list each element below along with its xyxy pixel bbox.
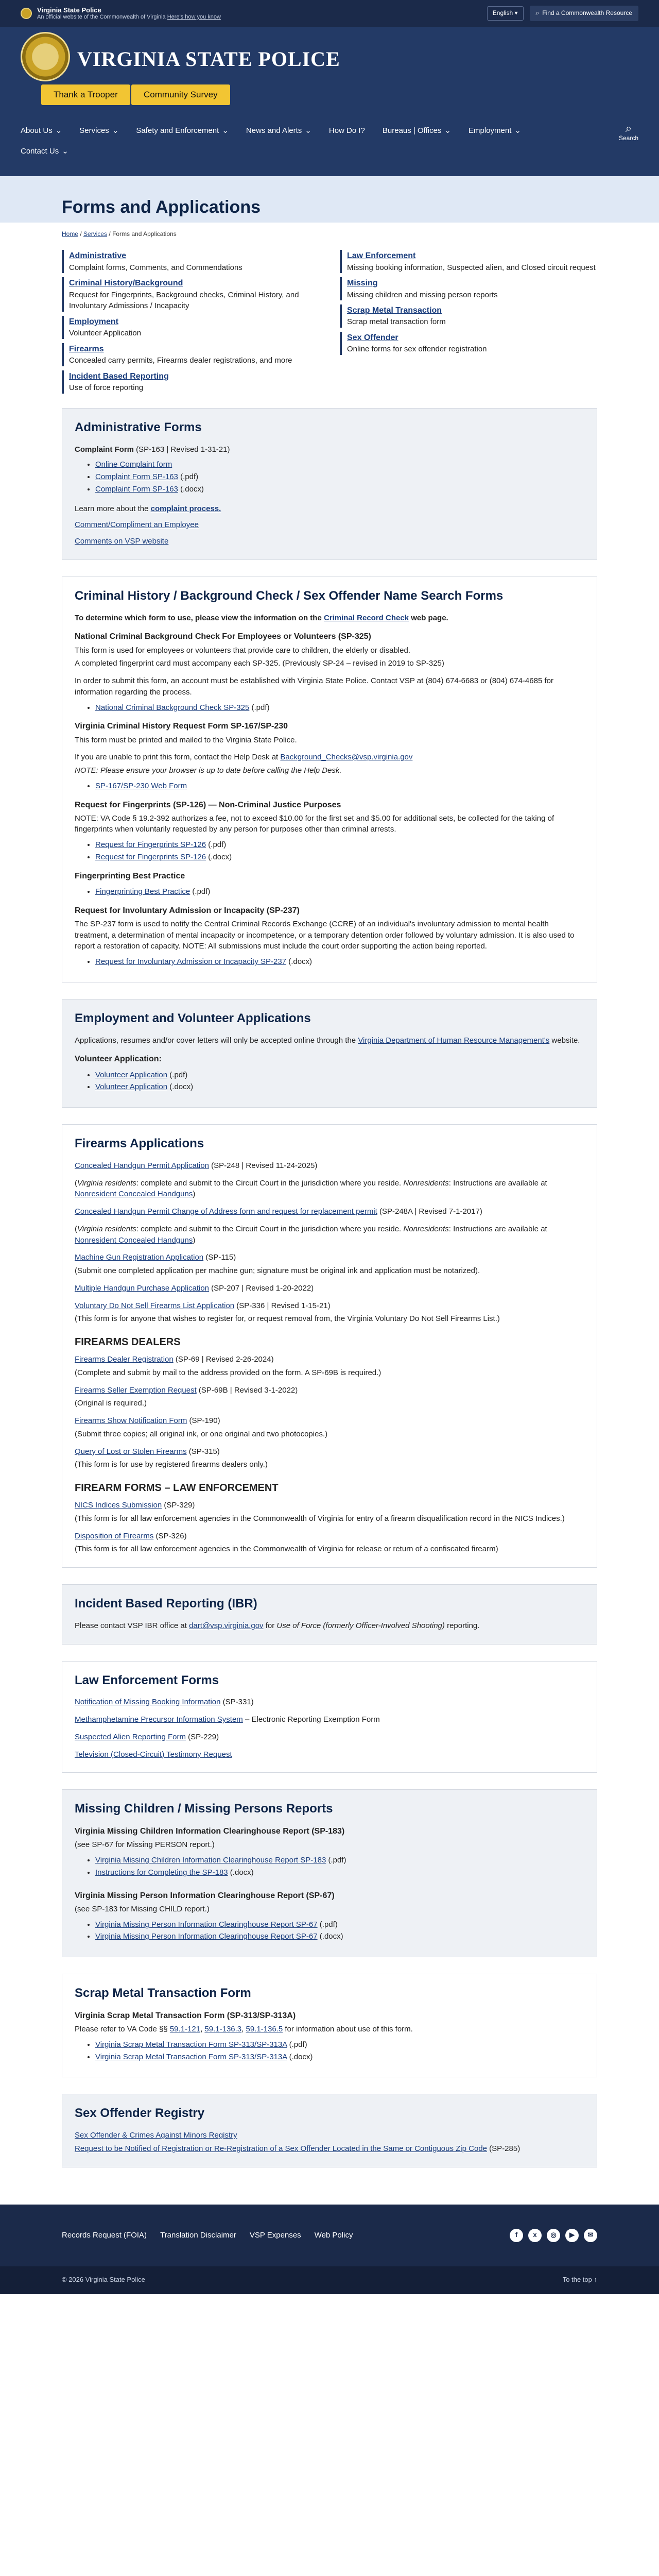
section-title: Sex Offender Registry — [75, 2106, 205, 2121]
criminal-history-section — [62, 577, 597, 982]
list-item: • Virginia Scrap Metal Transaction Form SP-313/SP-313A (.docx) — [95, 2052, 584, 2063]
section-title: Incident Based Reporting (IBR) — [75, 1597, 257, 1611]
best-practice-heading: Fingerprinting Best Practice — [75, 871, 185, 880]
jump-desc: Use of force reporting — [69, 383, 144, 393]
section-title: Employment and Volunteer Applications — [75, 1011, 311, 1025]
jump-desc: Missing children and missing person reports — [347, 290, 498, 299]
involuntary-admission-heading: Request for Involuntary Admission or Incapacity (SP-237) — [75, 906, 300, 915]
sp325-link[interactable]: National Criminal Background Check SP-325 — [95, 703, 250, 712]
nav-how-do-i[interactable]: How Do I? — [328, 126, 365, 135]
complaint-pdf-link[interactable]: Complaint Form SP-163 — [95, 472, 178, 482]
show-notification-link[interactable]: Firearms Show Notification Form — [75, 1416, 187, 1426]
sp126-pdf-link[interactable]: Request for Fingerprints SP-126 — [95, 840, 206, 850]
nav-employment[interactable]: Employment ⌄ — [469, 123, 521, 139]
jump-desc: Scrap metal transaction form — [347, 317, 446, 327]
registry-link[interactable]: Sex Offender & Crimes Against Minors Registry — [75, 2131, 237, 2140]
determine-form-text: To determine which form to use, please view the information on the Criminal Record Check web page. — [75, 613, 448, 622]
main-nav — [0, 118, 659, 176]
list-item: • Fingerprinting Best Practice (.pdf) — [95, 886, 584, 897]
jump-link[interactable]: Firearms — [69, 344, 104, 353]
complaint-links — [95, 459, 584, 495]
breadcrumb-services[interactable]: Services — [83, 230, 108, 238]
nics-link[interactable]: NICS Indices Submission — [75, 1501, 162, 1510]
ibr-section — [62, 1584, 597, 1645]
volunteer-heading: Volunteer Application: — [75, 1055, 162, 1064]
page-hero — [0, 176, 659, 223]
arrow-up-icon: ↑ — [594, 2276, 597, 2284]
scrap-heading: Virginia Scrap Metal Transaction Form (SP-313/SP-313A) — [75, 2011, 296, 2020]
lost-stolen-link[interactable]: Query of Lost or Stolen Firearms — [75, 1447, 187, 1456]
nav-contact-us[interactable]: Contact Us ⌄ — [21, 143, 68, 160]
list-item — [95, 459, 584, 470]
youtube-icon[interactable]: ▶ — [565, 2229, 579, 2242]
vchr-text: This form must be printed and mailed to the Virginia State Police. — [75, 735, 297, 744]
banner-official-note: An official website of the Commonwealth of Virginia Here's how you know — [37, 14, 221, 21]
page-title: Forms and Applications — [62, 197, 261, 217]
translation-link[interactable]: Translation Disclaimer — [160, 2230, 236, 2240]
disposition-link[interactable]: Disposition of Firearms — [75, 1531, 154, 1540]
jump-link[interactable]: Missing — [347, 279, 378, 288]
volunteer-docx-link[interactable]: Volunteer Application — [95, 1082, 168, 1092]
disposition-note: (This form is for all law enforcement agencies in the Commonwealth of Virginia for release or return of a confiscated firearm) — [75, 1545, 498, 1554]
sp67-docx-link[interactable]: Virginia Missing Person Information Clearinghouse Report SP-67 — [95, 1932, 318, 1941]
sex-offender-section: Sex Offender Registry Sex Offender & Crimes Against Minors Registry Request to be Notified of Registration or Re-Registration of a Sex Offender Located in the Same or Contiguous Zip Code (SP-285) — [62, 2094, 597, 2167]
sp167-webform-link[interactable]: SP-167/SP-230 Web Form — [95, 781, 187, 790]
missing-children-heading: Virginia Missing Children Information Clearinghouse Report (SP-183) — [75, 1827, 345, 1836]
volunteer-pdf-link[interactable]: Volunteer Application — [95, 1070, 168, 1079]
nics-note: (This form is for all law enforcement agencies in the Commonwealth of Virginia for entry of a firearm disqualification record in the NICS Indices.) — [75, 1514, 565, 1523]
site-footer — [0, 2205, 659, 2266]
dealer-registration-link[interactable]: Firearms Dealer Registration — [75, 1355, 174, 1364]
jump-administrative — [62, 250, 319, 273]
search-icon: ⌕ — [625, 122, 632, 134]
chp-note: (Virginia residents: complete and submit to the Circuit Court in the jurisdiction where you reside. Nonresidents: Instructions are available at Nonresident Concealed Handguns) — [75, 1178, 547, 1199]
chevron-down-icon: ⌄ — [112, 126, 119, 135]
missing-person-note: (see SP-183 for Missing CHILD report.) — [75, 1904, 210, 1913]
lost-stolen-note: (This form is for use by registered firearms dealers only.) — [75, 1460, 268, 1469]
criminal-record-check-link[interactable]: Criminal Record Check — [323, 613, 409, 622]
jump-ibr — [62, 370, 319, 394]
x-twitter-icon[interactable]: x — [528, 2229, 542, 2242]
jump-desc: Complaint forms, Comments, and Commendations — [69, 263, 242, 272]
section-title: Missing Children / Missing Persons Reports — [75, 1802, 333, 1816]
jump-desc: Missing booking information, Suspected alien, and Closed circuit request — [347, 263, 596, 272]
background-checks-email-link[interactable]: Background_Checks@vsp.virginia.gov — [280, 753, 413, 762]
nav-bureaus-offices[interactable]: Bureaus | Offices ⌄ — [383, 123, 451, 139]
find-resource-button[interactable]: ⌕ Find a Commonwealth Resource — [530, 6, 638, 21]
list-item: • Virginia Missing Person Information Clearinghouse Report SP-67 (.docx) — [95, 1931, 584, 1942]
jump-scrap-metal — [340, 304, 597, 328]
code-link[interactable]: 59.1-121 — [169, 2025, 201, 2034]
nav-search-button[interactable]: ⌕ Search — [618, 122, 638, 142]
sp126-docx-link[interactable]: Request for Fingerprints SP-126 — [95, 852, 206, 861]
jump-desc: Concealed carry permits, Firearms dealer registrations, and more — [69, 356, 292, 365]
virginia-seal-icon — [21, 8, 32, 19]
breadcrumb-home[interactable]: Home — [62, 230, 79, 238]
section-title: Scrap Metal Transaction Form — [75, 1986, 251, 2001]
email-icon[interactable]: ✉ — [584, 2229, 597, 2242]
do-not-sell-note: (This form is for anyone that wishes to register for, or request removal from, the Virginia Voluntary Do Not Sell Firearms List.) — [75, 1314, 500, 1324]
employment-text: Applications, resumes and/or cover letters will only be accepted online through the Virginia Department of Human Resource Management's website. — [75, 1036, 580, 1045]
missing-booking-link[interactable]: Notification of Missing Booking Information — [75, 1698, 221, 1707]
nav-about-us[interactable]: About Us ⌄ — [21, 123, 62, 139]
banner-site-name: Virginia State Police — [37, 6, 101, 14]
dealers-heading: FIREARMS DEALERS — [75, 1336, 181, 1348]
nav-safety-enforcement[interactable]: Safety and Enforcement ⌄ — [136, 123, 229, 139]
list-item: • Virginia Scrap Metal Transaction Form SP-313/SP-313A (.pdf) — [95, 2039, 584, 2050]
chp-link[interactable]: Concealed Handgun Permit Application — [75, 1161, 209, 1170]
ibr-email-link[interactable]: dart@vsp.virginia.gov — [189, 1621, 264, 1630]
list-item: • Volunteer Application (.pdf) — [95, 1070, 584, 1081]
scrap-metal-section — [62, 1974, 597, 2077]
list-item: • Request for Fingerprints SP-126 (.pdf) — [95, 839, 584, 851]
ncbc-text: In order to submit this form, an account must be established with Virginia State Police. Contact VSP at (804) 674-6683 or (804) 674-4685 for information regarding the process. — [75, 676, 553, 697]
jump-link[interactable]: Incident Based Reporting — [69, 371, 169, 381]
complaint-docx-link[interactable]: Complaint Form SP-163 — [95, 484, 178, 494]
jump-link[interactable]: Scrap Metal Transaction — [347, 306, 442, 315]
chevron-down-icon: ⌄ — [62, 147, 68, 156]
machine-gun-link[interactable]: Machine Gun Registration Application — [75, 1253, 204, 1262]
list-item — [95, 781, 584, 792]
do-not-sell-link[interactable]: Voluntary Do Not Sell Firearms List Application — [75, 1301, 235, 1310]
vsp-badge-logo[interactable] — [21, 32, 70, 81]
list-item: • Complaint Form SP-163 (.pdf) — [95, 471, 584, 483]
chp-change-note: (Virginia residents: complete and submit to the Circuit Court in the jurisdiction where you reside. Nonresidents: Instructions are available at Nonresident Concealed Handguns) — [75, 1224, 547, 1245]
notification-request-link[interactable]: Request to be Notified of Registration or Re-Registration of a Sex Offender Located in the Same or Contiguous Zip Code — [75, 2144, 488, 2153]
comments-website-link[interactable]: Comments on VSP website — [75, 537, 169, 546]
firearms-section: Firearms Applications Concealed Handgun Permit Application (SP-248 | Revised 11-24-2025) (Virginia residents: complete and submit to the Circuit Court in the jurisdiction where you reside. Nonresidents: Instructions are available at Nonresident Concealed Handguns) Concealed Handgun Permit Change of Address form and request for replacement permit (SP-248A | Revised 7-1-2017) (Virginia residents: complete and submit to the Circuit Court in the jurisdiction where you reside. Nonresidents: Instructions are available at Nonresident Concealed Handguns) Machine Gun Registration Application (SP-115) (Submit one completed application per machine gun; signature must be original ink and application must be notarized). Multiple Handgun Purchase Application (SP-207 | Revised 1-20-2022) Voluntary Do Not Sell Firearms List Application (SP-336 | Revised 1-15-21) (This form is for anyone that wishes to register for, or request removal from, the Virginia Voluntary Do Not Sell Firearms List.) FIREARMS DEALERS Firearms Dealer Registration (SP-69 | Revised 2-26-2024) (Complete and submit by mail to the address provided on the form. A SP-69B is required.) Firearms Seller Exemption Request (SP-69B | Revised 3-1-2022) (Original is required.) Firearms Show Notification Form (SP-190) (Submit three copies; all original ink, or one original and two photocopies.) Query of Lost or Stolen Firearms (SP-315) (This form is for use by registered firearms dealers only.) FIREARM FORMS – LAW ENFORCEMENT NICS Indices Submission (SP-329) (This form is for all law enforcement agencies in the Commonwealth of Virginia for entry of a firearm disqualification record in the NICS Indices.) Disposition of Firearms (SP-326) (This form is for all law enforcement agencies in the Commonwealth of Virginia for release or return of a confiscated firearm) — [62, 1124, 597, 1568]
list-item: • Instructions for Completing the SP-183 (.docx) — [95, 1867, 584, 1878]
seller-exemption-note: (Original is required.) — [75, 1399, 147, 1408]
nav-services[interactable]: Services ⌄ — [79, 123, 118, 139]
nonresident-link[interactable]: Nonresident Concealed Handguns — [75, 1190, 193, 1199]
thank-trooper-button[interactable]: Thank a Trooper — [41, 84, 130, 105]
meth-precursor-link[interactable]: Methamphetamine Precursor Information System — [75, 1715, 243, 1724]
to-top-button[interactable]: To the top ↑ — [562, 2276, 597, 2284]
jump-link[interactable]: Employment — [69, 317, 119, 327]
complaint-form-heading: Complaint Form (SP-163 | Revised 1-31-21) — [75, 445, 230, 454]
sp313-pdf-link[interactable]: Virginia Scrap Metal Transaction Form SP-313/SP-313A — [95, 2040, 287, 2049]
list-item: • Request for Fingerprints SP-126 (.docx) — [95, 852, 584, 863]
breadcrumb-current: Forms and Applications — [112, 230, 177, 238]
missing-section — [62, 1789, 597, 1957]
code-link[interactable]: 59.1-136.3 — [204, 2025, 242, 2034]
breadcrumb: Home / Services / Forms and Applications — [62, 230, 177, 238]
sp67-pdf-link[interactable]: Virginia Missing Person Information Clearinghouse Report SP-67 — [95, 1920, 318, 1929]
site-title[interactable]: VIRGINIA STATE POLICE — [77, 47, 340, 71]
ncbc-text: A completed fingerprint card must accompany each SP-325. (Previously SP-24 – revised in 2019 to SP-325) — [75, 659, 444, 668]
list-item: • Virginia Missing Children Information Clearinghouse Report SP-183 (.pdf) — [95, 1855, 584, 1866]
missing-person-heading: Virginia Missing Person Information Clearinghouse Report (SP-67) — [75, 1891, 335, 1900]
sp237-link[interactable]: Request for Involuntary Admission or Incapacity SP-237 — [95, 957, 287, 967]
employment-section — [62, 999, 597, 1108]
firearm-le-heading: FIREARM FORMS – LAW ENFORCEMENT — [75, 1482, 279, 1494]
jump-link[interactable]: Law Enforcement — [347, 251, 416, 261]
chevron-down-icon: ⌄ — [305, 126, 311, 135]
chevron-down-icon: ⌄ — [514, 126, 521, 135]
list-item: • Complaint Form SP-163 (.docx) — [95, 484, 584, 495]
jump-missing — [340, 277, 597, 300]
jump-desc: Request for Fingerprints, Background checks, Criminal History, and Involuntary Admissions / Incapacity — [69, 290, 299, 311]
jump-law-enforcement — [340, 250, 597, 273]
dealer-note: (Complete and submit by mail to the address provided on the form. A SP-69B is required.) — [75, 1368, 381, 1377]
community-survey-button[interactable]: Community Survey — [131, 84, 230, 105]
jump-link[interactable]: Administrative — [69, 251, 127, 261]
official-banner — [0, 0, 659, 27]
law-enforcement-section: Law Enforcement Forms Notification of Missing Booking Information (SP-331) Methamphetamine Precursor Information System – Electronic Reporting Exemption Form Suspected Alien Reporting Form (SP-229) Television (Closed-Circuit) Testimony Request — [62, 1661, 597, 1773]
heres-how-link[interactable]: Here's how you know — [167, 14, 221, 21]
section-jump-links — [0, 246, 659, 408]
fingerprints-note: NOTE: VA Code § 19.2-392 authorizes a fee, not to exceed $10.00 for the first set and $5.00 for additional sets, be collected for the taking of fingerprints when voluntarily requested by any person for purposes other than criminal arrests. — [75, 814, 554, 834]
list-item: • Virginia Missing Person Information Clearinghouse Report SP-67 (.pdf) — [95, 1919, 584, 1930]
foia-link[interactable]: Records Request (FOIA) — [62, 2230, 147, 2240]
vchr-heading: Virginia Criminal History Request Form SP-167/SP-230 — [75, 722, 288, 731]
jump-link[interactable]: Sex Offender — [347, 333, 398, 343]
dhrm-link[interactable]: Virginia Department of Human Resource Management's — [358, 1036, 550, 1045]
nonresident-link[interactable]: Nonresident Concealed Handguns — [75, 1235, 193, 1245]
section-title: Criminal History / Background Check / Sex Offender Name Search Forms — [75, 588, 504, 603]
list-item: • Request for Involuntary Admission or Incapacity SP-237 (.docx) — [95, 956, 584, 968]
learn-more-text: Learn more about the complaint process. — [75, 504, 221, 513]
language-select[interactable]: English ▾ — [487, 6, 524, 20]
site-header — [0, 27, 659, 118]
copyright: © 2026 Virginia State Police — [62, 2276, 145, 2284]
jump-sex-offender — [340, 332, 597, 355]
chp-change-link[interactable]: Concealed Handgun Permit Change of Address form and request for replacement permit — [75, 1207, 377, 1216]
cctv-testimony-link[interactable]: Television (Closed-Circuit) Testimony Request — [75, 1750, 232, 1759]
expenses-link[interactable]: VSP Expenses — [249, 2230, 301, 2240]
footer-bottom — [0, 2266, 659, 2294]
vchr-help-text: If you are unable to print this form, contact the Help Desk at Background_Checks@vsp.virginia.gov — [75, 753, 413, 762]
comment-compliment-link[interactable]: Comment/Compliment an Employee — [75, 520, 199, 530]
code-link[interactable]: 59.1-136.5 — [246, 2025, 283, 2034]
online-complaint-link[interactable]: Online Complaint form — [95, 460, 172, 469]
ncbc-text: This form is used for employees or volunteers that provide care to children, the elderly or disabled. — [75, 646, 410, 655]
scrap-text: Please refer to VA Code §§ 59.1-121, 59.1-136.3, 59.1-136.5 for information about use of this form. — [75, 2025, 413, 2034]
chevron-down-icon: ⌄ — [55, 126, 62, 135]
chevron-down-icon: ⌄ — [222, 126, 229, 135]
jump-desc: Volunteer Application — [69, 329, 142, 338]
list-item: • Volunteer Application (.docx) — [95, 1081, 584, 1093]
seller-exemption-link[interactable]: Firearms Seller Exemption Request — [75, 1385, 197, 1395]
sp313-docx-link[interactable]: Virginia Scrap Metal Transaction Form SP-313/SP-313A — [95, 2052, 287, 2061]
sp183-instructions-link[interactable]: Instructions for Completing the SP-183 — [95, 1868, 228, 1877]
suspected-alien-link[interactable]: Suspected Alien Reporting Form — [75, 1732, 186, 1741]
instagram-icon[interactable]: ◎ — [547, 2229, 560, 2242]
jump-criminal-history — [62, 277, 319, 312]
section-title: Law Enforcement Forms — [75, 1673, 219, 1687]
vchr-note: NOTE: Please ensure your browser is up to date before calling the Help Desk. — [75, 766, 342, 775]
jump-firearms — [62, 343, 319, 366]
administrative-section — [62, 408, 597, 560]
jump-link[interactable]: Criminal History/Background — [69, 279, 183, 288]
missing-children-note: (see SP-67 for Missing PERSON report.) — [75, 1840, 215, 1850]
involuntary-admission-text: The SP-237 form is used to notify the Central Criminal Records Exchange (CCRE) of an individual's involuntary admission to mental health treatment, a determination of mental incapacity or incompetence, or a temporary detention order followed by voluntary admission. It is also used to report a restoration of capacity. NOTE: All submissions must include the court order supporting the action being reported. — [75, 919, 575, 951]
facebook-icon[interactable]: f — [510, 2229, 523, 2242]
search-icon: ⌕ — [535, 9, 540, 17]
sp183-link[interactable]: Virginia Missing Children Information Clearinghouse Report SP-183 — [95, 1856, 326, 1865]
complaint-process-link[interactable]: complaint process. — [150, 504, 221, 513]
section-title: Firearms Applications — [75, 1137, 204, 1151]
multiple-handgun-link[interactable]: Multiple Handgun Purchase Application — [75, 1283, 209, 1293]
ncbc-heading: National Criminal Background Check For Employees or Volunteers (SP-325) — [75, 632, 371, 641]
web-policy-link[interactable]: Web Policy — [314, 2230, 353, 2240]
list-item: • National Criminal Background Check SP-325 (.pdf) — [95, 702, 584, 714]
jump-employment — [62, 316, 319, 339]
section-title: Administrative Forms — [75, 420, 202, 434]
jump-desc: Online forms for sex offender registration — [347, 345, 487, 354]
best-practice-link[interactable]: Fingerprinting Best Practice — [95, 887, 190, 896]
ibr-text: Please contact VSP IBR office at dart@vsp.virginia.gov for Use of Force (formerly Officer-Involved Shooting) reporting. — [75, 1621, 480, 1630]
machine-gun-note: (Submit one completed application per machine gun; signature must be original ink and application must be notarized). — [75, 1266, 480, 1276]
fingerprints-heading: Request for Fingerprints (SP-126) — Non-Criminal Justice Purposes — [75, 800, 341, 809]
chevron-down-icon: ⌄ — [444, 126, 451, 135]
show-notification-note: (Submit three copies; all original ink, or one original and two photocopies.) — [75, 1429, 328, 1438]
nav-news-alerts[interactable]: News and Alerts ⌄ — [246, 123, 311, 139]
